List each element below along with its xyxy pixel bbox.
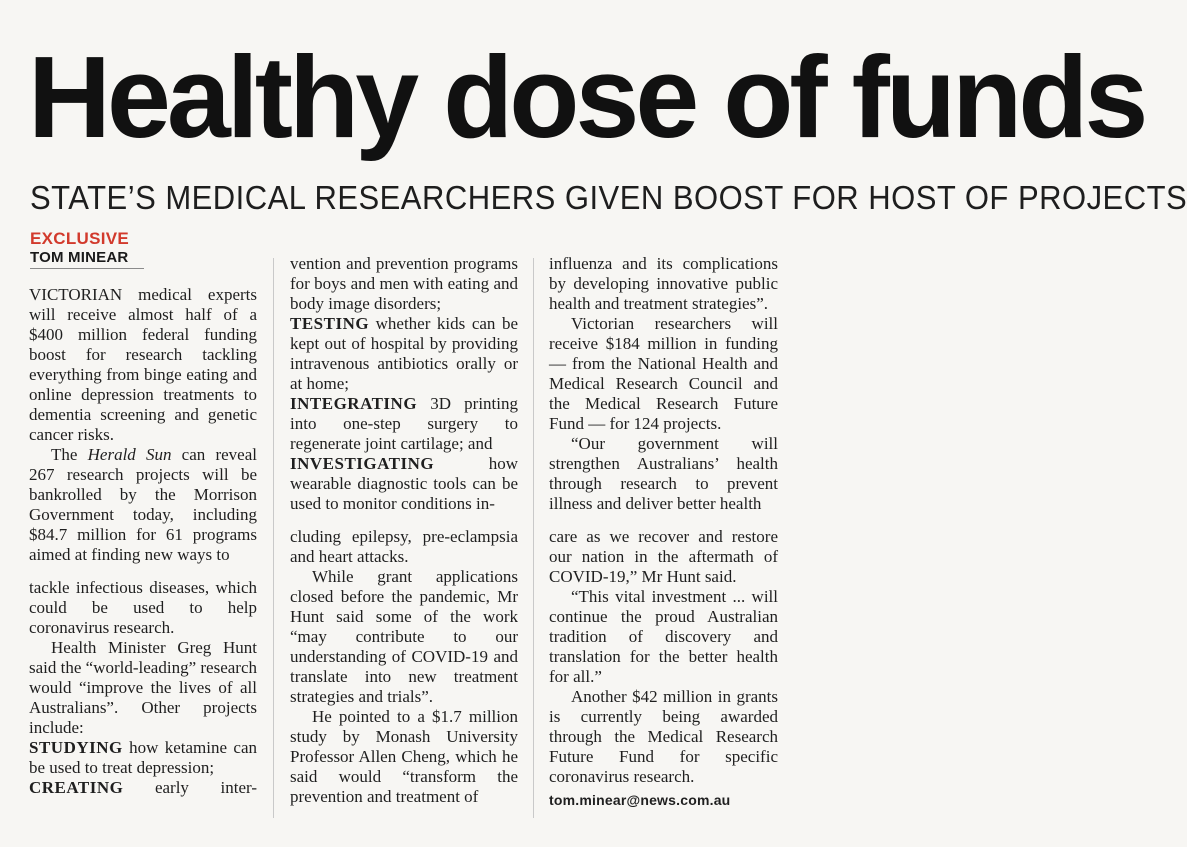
byline-rule [30,268,144,269]
paragraph: Victorian researchers will receive $184 million in funding — from the National Health and Medical Research Council and the Medical Research Future Fund — for 124 projects. [549,314,778,433]
paragraph: vention and prevention programs for boys and men with eating and body image disorders; [290,254,518,313]
text-fragment: how wearable diagnostic tools can be used to monitor conditions in- [290,454,518,513]
column-break-gap [29,565,257,578]
article-column-2 [290,254,518,807]
text-fragment: whether kids can be kept out of hospital by providing intravenous antibiotics orally or at home; [290,314,518,393]
paragraph [290,394,518,454]
paragraph [29,778,257,798]
text-fragment: can reveal 267 research projects will be bankrolled by the Morrison Government today, including $84.7 million for 61 programs aimed at finding new ways to [29,445,257,564]
paragraph: He pointed to a $1.7 million study by Monash University Professor Allen Cheng, which he said would “transform the prevention and treatment of [290,707,518,806]
text-fragment: how ketamine can be used to treat depression; [29,738,257,777]
paragraph [290,454,518,514]
paragraph: care as we recover and restore our nation in the aftermath of COVID-19,” Mr Hunt said. [549,527,778,586]
text-fragment: 3D printing into one-step surgery to regenerate joint cartilage; and [290,394,518,453]
paragraph: “Our government will strengthen Australians’ health through research to prevent illness and deliver better health [549,434,778,513]
paragraph: Another $42 million in grants is currently being awarded through the Medical Research Future Fund for specific coronavirus research. [549,687,778,786]
text-fragment: early inter- [123,778,257,797]
paragraph: tackle infectious diseases, which could be used to help coronavirus research. [29,578,257,637]
kicker-label: EXCLUSIVE [30,229,130,248]
paragraph: cluding epilepsy, pre-eclampsia and heart attacks. [290,527,518,566]
paragraph: VICTORIAN medical experts will receive almost half of a $400 million federal funding boost for research tackling everything from binge eating and online depression treatments to dementia screening and genetic cancer risks. [29,285,257,444]
paragraph [29,445,257,565]
column-divider-1 [273,258,274,818]
headline: Healthy dose of funds [28,32,1145,162]
lead-in: STUDYING [29,738,123,757]
article-column-3 [549,254,778,810]
subheadline: STATE’S MEDICAL RESEARCHERS GIVEN BOOST FOR HOST OF PROJECTS [30,179,1187,216]
article-column-1 [29,285,257,798]
paragraph: “This vital investment ... will continue the proud Australian tradition of discovery and translation for the better health for all.” [549,587,778,686]
paragraph: Health Minister Greg Hunt said the “world-leading” research would “improve the lives of all Australians”. Other projects include: [29,638,257,737]
paragraph: influenza and its complications by developing innovative public health and treatment strategies”. [549,254,778,313]
paragraph [29,738,257,778]
paragraph [290,314,518,394]
column-break-gap [290,514,518,527]
paragraph: While grant applications closed before the pandemic, Mr Hunt said some of the work “may contribute to our understanding of COVID-19 and translate into new treatment strategies and trials”. [290,567,518,706]
lead-in: TESTING [290,314,370,333]
text-fragment: The [51,445,88,464]
column-break-gap [549,514,778,527]
column-divider-2 [533,258,534,818]
lead-in: INTEGRATING [290,394,418,413]
lead-in: CREATING [29,778,124,797]
author-email[interactable]: tom.minear@news.com.au [549,792,731,808]
byline: TOM MINEAR [30,249,129,266]
lead-in: INVESTIGATING [290,454,435,473]
publication-name: Herald Sun [87,445,172,464]
